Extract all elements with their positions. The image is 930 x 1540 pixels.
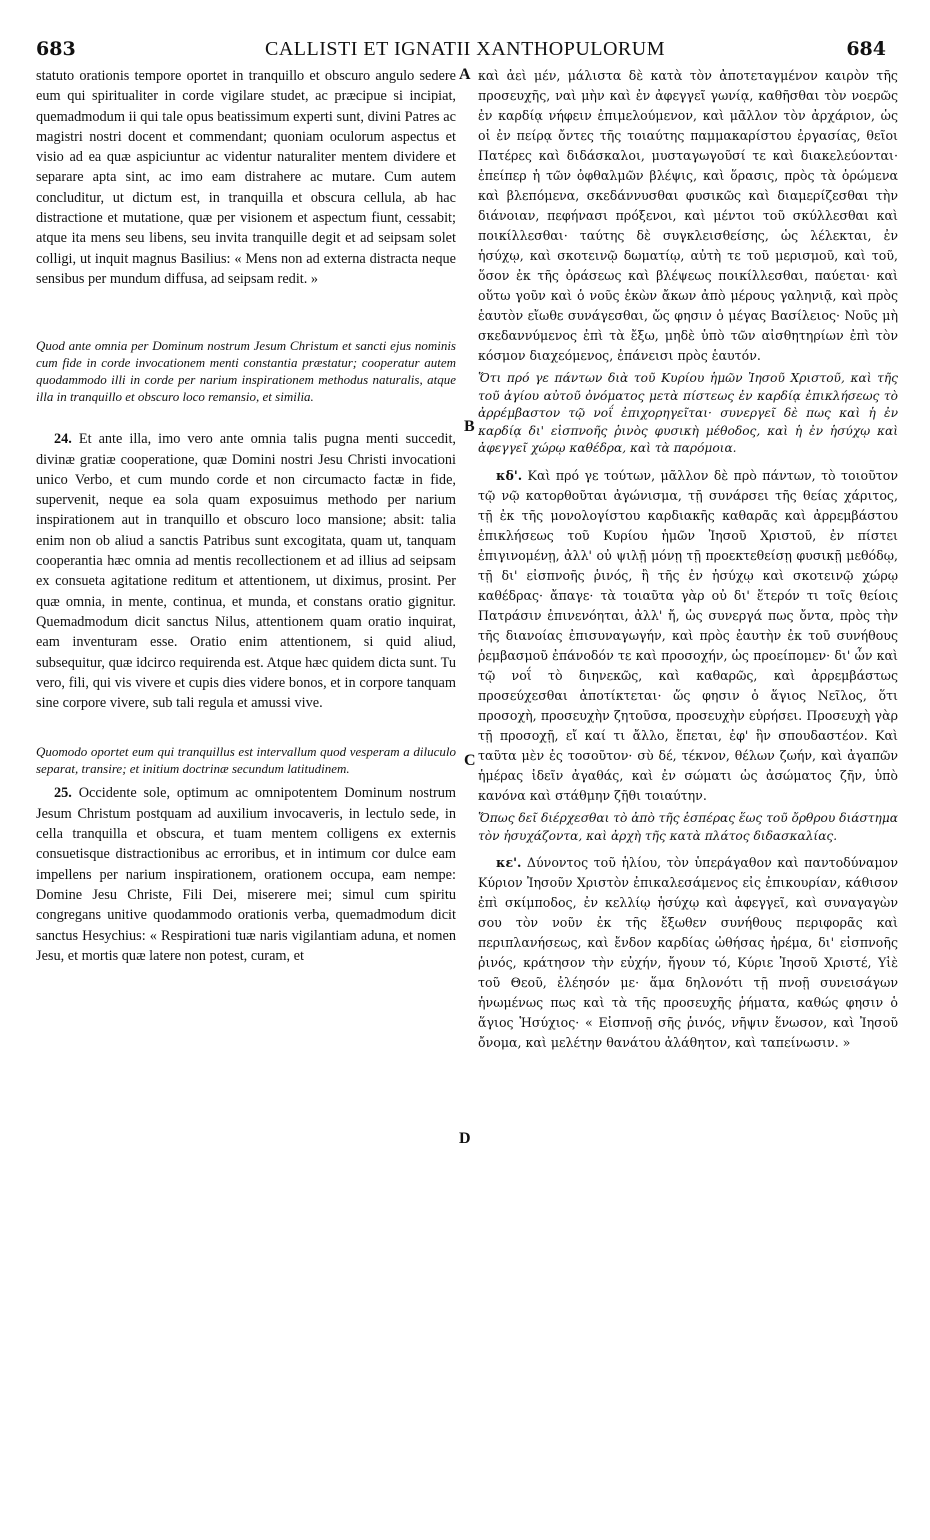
latin-section-summary-24: Quod ante omnia per Dominum nostrum Jesum Christum et sancti ejus nominis cum fide in corde invocationem menti constantia præstatur; cooperatur autem quodammodo illi in corde per narium inspirationem methodus naturalis, atque illa in tranquillo et obscuro loco remansio, et similia. xyxy=(36,338,456,405)
latin-section-24-text: Et ante illa, imo vero ante omnia talis pugna menti succedit, divinæ gratiæ cooperatione, quæ Domini nostri Jesu Christi invocationi unico Verbo, et cum mundo corde et non circumacto factæ in fide, supervenit, neque ea sola quam exposuimus methodo per narium inspirationem aut in tranquillo et obscuro loco mansione; absit: talia enim non ob aliud a sanctis Patribus sunt excogitata, quam ut, tanquam cooperantia hæc omnia ad mentis recollectionem et ad illius ad seipsam ex consueta agitatione reditum et attentionem, ut diximus, prosint. Per quæ omnia, in mente, continua, et munda, et constans oratio gignitur. Quemadmodum dicit sanctus Nilus, attentionem quam oratio inquirat, eam inventuram esse. Oratio enim attentionem, si quid aliud, subsequitur, quæ idcirco requirenda est. Atque hæc quidem dicta sunt. Tu vero, fili, qui vis vivere et cupis dies videre bonos, et in corpore tanquam sine corpore vivere, sub tali regula et amussi vive. xyxy=(36,431,456,712)
greek-section-number-24: κδ'. xyxy=(496,467,523,483)
page-header xyxy=(0,0,930,62)
greek-section-24-text: Καὶ πρό γε τούτων, μᾶλλον δὲ πρὸ πάντων, τὸ τοιοῦτον τῷ νῷ κατορθοῦται ἀγώνισμα, τῇ συνάρσει τῆς θείας χάριτος, τῇ ἐκ τῆς μονολογίστου καρδιακῆς καθαρᾶς καὶ ἀρρεμβάστου ἐπικλήσεως τοῦ Κυρίου ἡμῶν Ἰησοῦ Χριστοῦ, ἐν πίστει ἐπιγινομένῃ, ἀλλ' οὐ ψιλῇ μόνῃ τῇ προεκτεθείσῃ φυσικῇ μεθόδῳ, τῇ δι' εἰσπνοῆς ῥινός, ἢ τῆς ἐν ἡσύχῳ καὶ σκοτεινῷ χώρῳ καθέδρας· ἄπαγε· τὰ τοιαῦτα γὰρ οὐ δι' ἕτερόν τι τοῖς θείοις Πατράσιν ἐπινενόηται, ἀλλ' ἤ, ὡς συνεργά πως ὄντα, πρὸς τὴν τῆς διανοίας ἐπισυναγωγήν, καὶ πρὸς ἑαυτὴν ἐκ τοῦ συνήθους ῥεμβασμοῦ ἐπάνοδόν τε καὶ προσοχήν, ὡς προείπομεν· δι' ὧν καὶ τῷ νοΐ τὸ διηνεκῶς, καὶ καθαρῶς, καὶ ἀρρεμβάστως προσεύχεσθαι ἀποτίκτεται· ὥς φησιν ὁ ἅγιος Νεῖλος, ὅτι προσοχὴ, προσευχὴν ζητοῦσα, προσευχὴν εὑρήσει. Προσευχὴ γὰρ τῇ προσοχῇ, εἴ καί τι ἄλλο, ἕπεται, ἐφ' ἣν σπουδαστέον. Καὶ ταῦτα μὲν ἐς τοσοῦτον· σὺ δέ, τέκνον, θέλων ζωήν, καὶ ἀγαπῶν ἡμέρας ἰδεῖν ἀγαθάς, καὶ ἐν σώματι ὡς ἀσώματος ζῆν, ὑπὸ κανόνα καὶ στάθμην ζῆθι τοιαύτην. xyxy=(478,467,898,803)
greek-section-24 xyxy=(478,466,898,806)
latin-paragraph-1: statuto orationis tempore oportet in tranquillo et obscuro angulo sedere eum qui spiritualiter in corde vigilare studet, ac præcipue si incipiat, quemadmodum ii qui tale opus beatissimum experti sunt, divini Patres ac magistri nostri docent et commendant; quoniam oculorum aspectus et visio ad ea quæ aspiciuntur ac videntur naturaliter mentem dividere et separare apta sint, ac imo eam distrahere ac mutare. Cum autem concluditur, ut dictum est, in tranquilla et obscura cellula, ab hac distractione et mutatione, quæ per visionem et aspectum fiunt, cessabit; atque ita mens seu libens, seu invita tranquille degit et ad seipsam solet colligi, ut inquit magnus Basilius: « Mens non ad externa distracta neque sensibus per mundum diffusa, ad seipsam redit. » xyxy=(36,68,456,287)
greek-section-summary-24: Ὅτι πρό γε πάντων διὰ τοῦ Κυρίου ἡμῶν Ἰησοῦ Χριστοῦ, καὶ τῆς τοῦ ἁγίου αὐτοῦ ὀνόματος μετὰ πίστεως ἐν καρδίᾳ ἐπικλήσεως τὸ ἀρρέμβαστον τῷ νοΐ ἐπιχορηγεῖται· συνεργεῖ δὲ πως καὶ ἡ ἐν καρδίᾳ δι' εἰσπνοῆς ῥινὸς φυσικὴ μέθοδος, καὶ ἡ ἐν ἡσύχῳ καὶ ἀφεγγεῖ χώρῳ καθέδρα, καὶ τὰ παρόμοια. xyxy=(478,371,898,456)
margin-marker-a: A xyxy=(459,66,471,83)
running-title: CALLISTI ET IGNATII XANTHOPULORUM xyxy=(265,38,665,60)
latin-section-25-text: Occidente sole, optimum ac omnipotentem Dominum nostrum Jesum Christum postquam ad auxilium invocaveris, in lectulo sede, in cella tranquilla et obscura, et tuam mentem colligens ex externis consuetisque distractionibus ac erroribus, et in intimum cor dulce eam impellens per narium inspirationem, orationem occupa, eam nempe: Domine Jesu Christe, Fili Dei, miserere mei; simul cum spiritu congregans unitive quodammodo orationis verba, quemadmodum dicit sanctus Hesychius: « Respirationi tuæ naris vigilantiam aduna, et nomen Jesu, et mortis quæ latere non potest, curam, et xyxy=(36,785,456,964)
greek-section-25 xyxy=(478,853,898,1053)
latin-section-24 xyxy=(36,429,456,713)
latin-section-number-24: 24. xyxy=(54,431,72,448)
greek-section-25-text: Δύνοντος τοῦ ἡλίου, τὸν ὑπεράγαθον καὶ παντοδύναμον Κύριον Ἰησοῦν Χριστὸν ἐπικαλεσάμενος εἰς ἐπικουρίαν, κάθισον ἐπὶ σκίμποδος, ἐν κελλίῳ ἡσύχῳ καὶ ἀφεγγεῖ, καὶ συναγαγὼν σου τὸν νοῦν ἐκ τῆς ἔξωθεν συνήθους περιφορᾶς καὶ περιπλανήσεως, καὶ ἔνδον καρδίας ὠθήσας ἠρέμα, δι' εἰσπνοῆς ῥινός, κράτησον τὴν εὐχήν, ἤγουν τό, Κύριε Ἰησοῦ Χριστέ, Υἱὲ τοῦ Θεοῦ, ἐλέησόν με· ἅμα δηλονότι τῇ πνοῇ συνεισάγων ἡνωμένως πως καὶ τὰ τῆς προσευχῆς ῥήματα, καθώς φησιν ὁ ἅγιος Ἡσύχιος· « Εἰσπνοῇ σῆς ῥινός, νῆψιν ἕνωσον, καὶ Ἰησοῦ ὄνομα, καὶ μελέτην θανάτου ἀλάθητον, καὶ ταπείνωσιν. » xyxy=(478,855,898,1051)
latin-section-number-25: 25. xyxy=(54,785,72,802)
greek-section-summary-25: Ὅπως δεῖ διέρχεσθαι τὸ ἀπὸ τῆς ἑσπέρας ἕως τοῦ ὄρθρου διάστημα τὸν ἡσυχάζοντα, καὶ ἀρχὴ τῆς κατὰ πλάτος διδασκαλίας. xyxy=(478,810,898,843)
latin-column xyxy=(36,66,456,1530)
greek-section-number-25: κε'. xyxy=(496,855,522,871)
latin-section-25 xyxy=(36,783,456,966)
greek-paragraph-1: καὶ ἀεὶ μέν, μάλιστα δὲ κατὰ τὸν ἀποτεταγμένον καιρὸν τῆς προσευχῆς, ναὶ μὴν καὶ ἐν ἀφεγγεῖ γωνίᾳ, καθῆσθαι τὸν νοερῶς ἐν καρδίᾳ νήφειν ἐπιμελούμενον, καὶ μᾶλλον τὸν ἀρχάριον, ὡς οἱ ἐν πείρᾳ ὄντες τῆς τοιαύτης παμμακαρίστου ἐργασίας, θεῖοι Πατέρες καὶ διδάσκαλοι, μυσταγωγοῦσί τε καὶ διακελεύονται· ἐπείπερ ἡ τῶν ὀφθαλμῶν βλέψις, καὶ ὅρασις, πρὸς τὰ ὁρώμενα καὶ βλεπόμενα, σκεδάννυσθαι φυσικῶς καὶ διαμερίζεσθαι τὴν διάνοιαν, πεφήνασι πρόξενοι, καὶ μέντοι τοῦ σκύλλεσθαι καὶ ποικίλλεσθαι· ταύτης δὲ συγκλεισθείσης, ὡς λέλεκται, ἐν ἡσύχῳ, καὶ σκοτεινῷ δωματίῳ, αὐτὴ τε τοῦ μερισμοῦ, καὶ τοῦ, ὅσον ἐκ τῆς ὁράσεως καὶ βλέψεως ποικίλλεσθαι, παύεται· καὶ οὕτω γοῦν καὶ ὁ νοῦς ἑκὼν ἄκων ἀπὸ μέρους γαληνιᾷ, καὶ πρὸς ἑαυτὸν εἴωθε συνάγεσθαι, ὥς φησιν ὁ μέγας Βασίλειος· Νοῦς μὴ σκεδαννύμενος ἐπὶ τὰ ἔξω, μηδὲ ὑπὸ τῶν αἰσθητηρίων ἐπὶ τὸν κόσμον διαχεόμενος, ἐπάνεισι πρὸς ἑαυτόν. xyxy=(478,68,898,363)
page-number-right: 684 xyxy=(846,38,886,60)
margin-marker-c: C xyxy=(464,752,476,769)
latin-section-summary-25: Quomodo oportet eum qui tranquillus est intervallum quod vesperam a diluculo separat, transire; et initium doctrinæ secundum latitudinem. xyxy=(36,744,456,777)
page-number-left: 683 xyxy=(36,38,76,60)
greek-column xyxy=(478,66,898,1530)
margin-marker-b: B xyxy=(464,418,475,435)
margin-marker-d: D xyxy=(459,1130,471,1147)
